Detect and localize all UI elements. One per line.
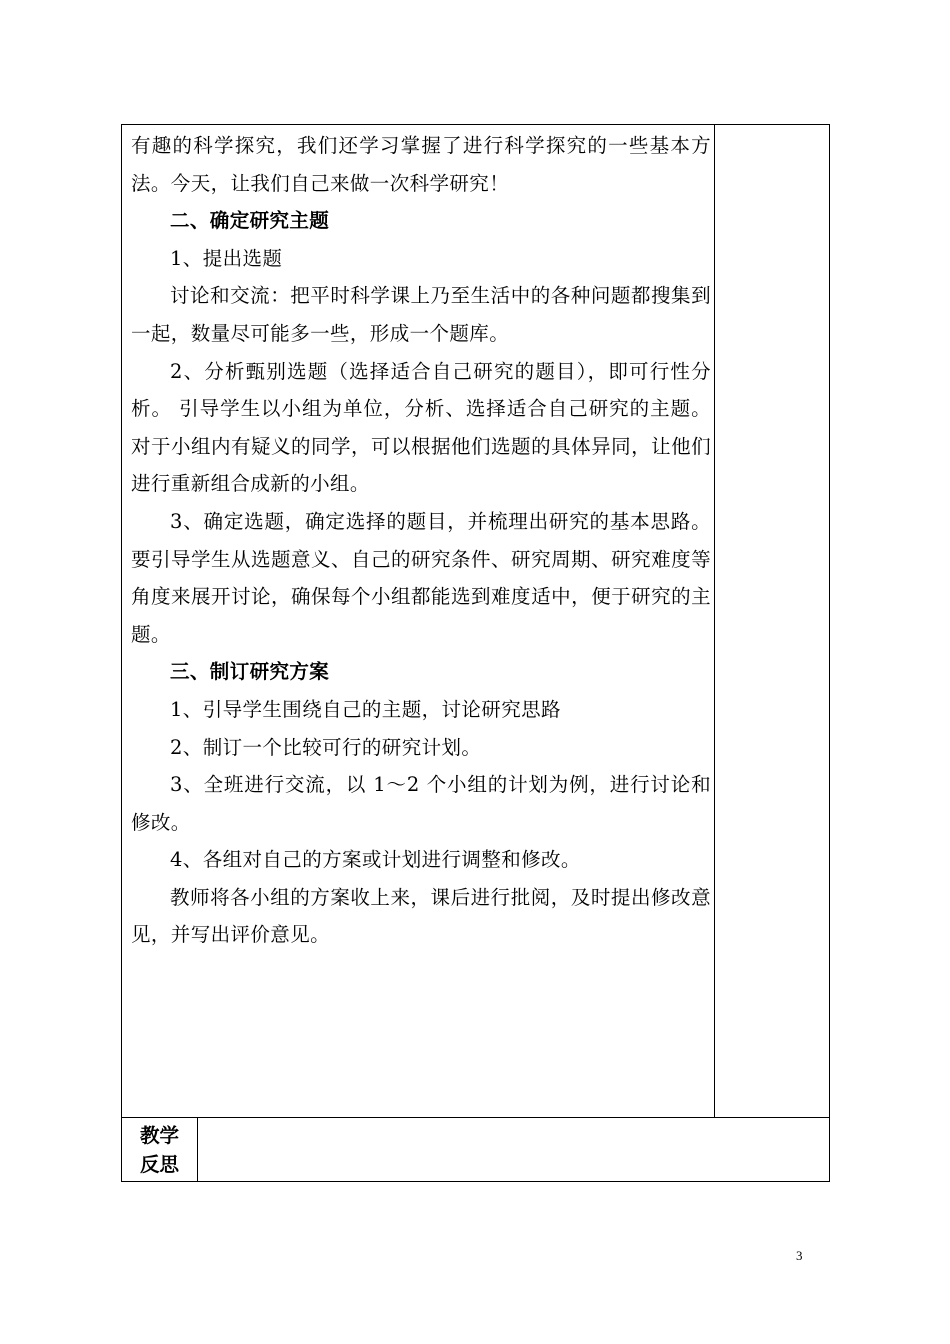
lesson-content-cell bbox=[121, 124, 830, 1118]
paragraph: 讨论和交流：把平时科学课上乃至生活中的各种问题都搜集到一起，数量尽可能多一些，形成一个题库。 bbox=[131, 284, 711, 345]
section-heading: 三、制订研究方案 bbox=[170, 660, 330, 684]
section-heading: 二、确定研究主题 bbox=[170, 209, 330, 233]
paragraph: 3、确定选题，确定选择的题目，并梳理出研究的基本思路。要引导学生从选题意义、自己的研究条件、研究周期、研究难度等角度来展开讨论，确保每个小组都能选到难度适中，便于研究的主题。 bbox=[131, 509, 711, 646]
column-divider bbox=[714, 125, 715, 1117]
paragraph: 1、引导学生围绕自己的主题，讨论研究思路 bbox=[170, 697, 561, 721]
reflection-label-line: 反思 bbox=[139, 1153, 179, 1176]
paragraph: 教师将各小组的方案收上来，课后进行批阅，及时提出修改意见，并写出评价意见。 bbox=[131, 885, 711, 947]
paragraph: 有趣的科学探究，我们还学习掌握了进行科学探究的一些基本方法。今天，让我们自己来做一次科学研究！ bbox=[131, 134, 711, 195]
teaching-reflection-row bbox=[121, 1117, 830, 1182]
lesson-body bbox=[131, 127, 711, 954]
teaching-reflection-label bbox=[122, 1121, 197, 1179]
reflection-label-line: 教学 bbox=[139, 1124, 179, 1147]
column-divider bbox=[197, 1118, 198, 1181]
paragraph: 4、各组对自己的方案或计划进行调整和修改。 bbox=[170, 848, 581, 872]
paragraph: 1、提出选题 bbox=[170, 246, 283, 270]
paragraph: 2、分析甄别选题（选择适合自己研究的题目），即可行性分析。 引导学生以小组为单位，分析、选择适合自己研究的主题。对于小组内有疑义的同学，可以根据他们选题的具体异同，让他们进行重新组合成新的小组。 bbox=[131, 359, 711, 496]
paragraph: 3、全班进行交流，以 1～2 个小组的计划为例，进行讨论和修改。 bbox=[131, 773, 711, 834]
paragraph: 2、制订一个比较可行的研究计划。 bbox=[170, 735, 482, 759]
page-number: 3 bbox=[796, 1248, 803, 1263]
